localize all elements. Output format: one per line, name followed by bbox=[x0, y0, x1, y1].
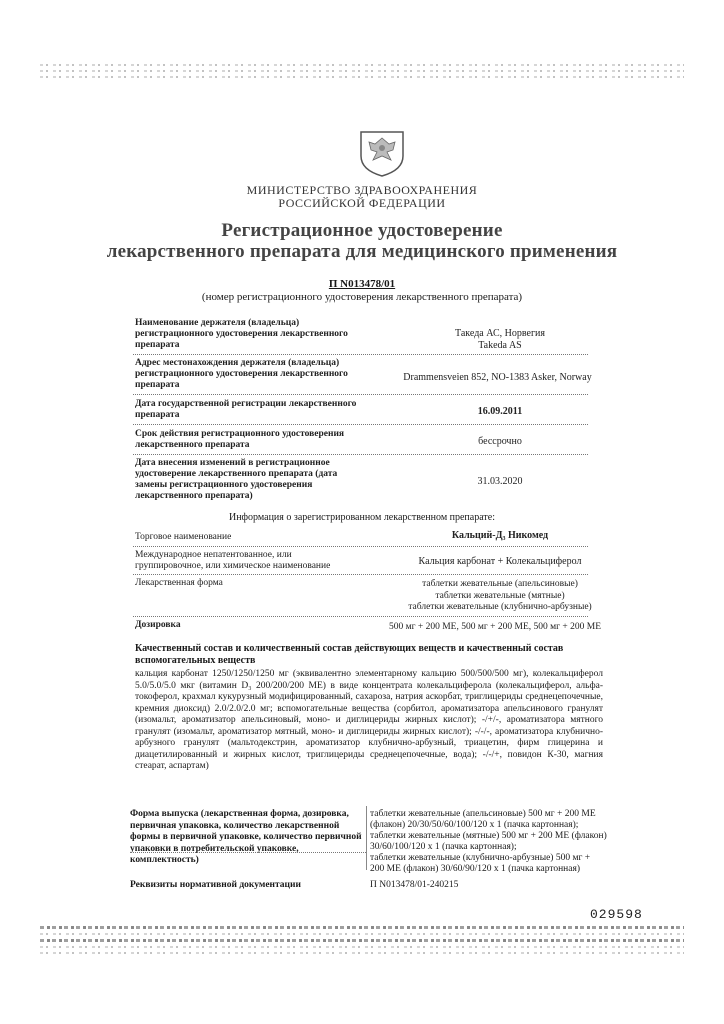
divider bbox=[133, 574, 588, 575]
registration-date-label: Дата государственной регистрации лекарственного препарата bbox=[135, 399, 357, 420]
normative-doc-label: Реквизиты нормативной документации bbox=[130, 880, 301, 890]
registration-date-value: 16.09.2011 bbox=[477, 406, 523, 417]
scan-noise-top bbox=[40, 60, 684, 90]
holder-address-value: Drammensveien 852, NO-1383 Asker, Norway bbox=[403, 372, 592, 383]
divider bbox=[133, 616, 588, 617]
dosage-value: 500 мг + 200 МЕ, 500 мг + 200 МЕ, 500 мг + 200 МЕ bbox=[388, 622, 602, 632]
registration-number: П N013478/01 bbox=[328, 278, 396, 290]
trade-name-label: Торговое наименование bbox=[135, 532, 232, 542]
ministry-name-line2: РОССИЙСКОЙ ФЕДЕРАЦИИ bbox=[278, 196, 446, 210]
scan-noise-bottom bbox=[40, 922, 684, 982]
ministry-name-line1: МИНИСТЕРСТВО ЗДРАВООХРАНЕНИЯ bbox=[246, 183, 478, 197]
inn-label: Международное непатентованное, или группировочное, или химическое наименование bbox=[135, 550, 331, 571]
validity-label: Срок действия регистрационного удостоверения лекарственного препарата bbox=[135, 429, 345, 450]
release-form-label: Форма выпуска (лекарственная форма, дозировка, первичная упаковка, количество лекарственной формы в первичной упаковке, количество первичной упаковки в потребительской упаковке, комплектность) bbox=[130, 809, 362, 865]
release-form-line6: 200 МЕ (флакон) 30/60/90/120 x 1 (пачка картонная) bbox=[370, 864, 581, 874]
release-form-line1: таблетки жевательные (апельсиновые) 500 мг + 200 МЕ bbox=[370, 809, 596, 819]
column-divider bbox=[366, 806, 367, 870]
holder-name-value-ru: Такеда АС, Норвегия bbox=[454, 328, 545, 339]
release-form-line2: (флакон) 20/30/50/60/100/120 x 1 (пачка картонная); bbox=[370, 820, 579, 830]
inn-value: Кальция карбонат + Колекальциферол bbox=[418, 556, 582, 567]
divider bbox=[130, 852, 366, 853]
dosage-form-label: Лекарственная форма bbox=[135, 578, 223, 588]
coat-of-arms-icon bbox=[355, 128, 409, 178]
divider bbox=[133, 454, 588, 455]
dosage-form-line3: таблетки жевательные (клубнично-арбузные) bbox=[408, 602, 592, 612]
holder-address-label: Адрес местонахождения держателя (владельца) регистрационного удостоверения лекарственного препарата bbox=[135, 358, 348, 390]
holder-name-label: Наименование держателя (владельца) регистрационного удостоверения лекарственного препарата bbox=[135, 318, 348, 350]
composition-heading: Качественный состав и количественный состав действующих веществ и качественный состав вспомогательных веществ bbox=[135, 643, 564, 666]
serial-number: 029598 bbox=[590, 907, 643, 922]
change-date-label: Дата внесения изменений в регистрационное удостоверение лекарственного препарата (дата замены регистрационного удостоверения лекарственного препарата) bbox=[135, 458, 338, 501]
composition-text: кальция карбонат 1250/1250/1250 мг (эквивалентно элементарному кальцию 500/500/500 мг), колекальциферол 5.0/5.0/5.0 мкг (витамин D₃ 200/200/200 МЕ) в виде концентрата колекальциферола (колекальциферол, альфа-токоферол, крахмал кукурузный модифицированный, сахароза, натрия аскорбат, триглицериды среднецепочечные, кремния диоксид) 2.0/2.0/2.0 мг; вспомогательные вещества (сорбитол, ароматизатора апельсинового гранулят (изомальт, ароматизатор апельсиновый, моно- и диглицериды жирных кислот); -/+/-, ароматизатора мятного гранулят (изомальт, ароматизатор мятный, моно- и диглицериды жирных кислот); -/-/-, ароматизатора клубнично-арбузного гранулят (мальтодекстрин, ароматизатор клубнично-арбузный, триацетин, фирм глицерина и диацетилированный и жирных кислот, триглицериды среднецепочечные, вода); -/-/+, повидон К-30, магния стеарат, аспартам) bbox=[135, 669, 603, 771]
dosage-label: Дозировка bbox=[135, 620, 181, 630]
normative-doc-value: П N013478/01-240215 bbox=[370, 880, 459, 890]
divider bbox=[133, 424, 588, 425]
divider bbox=[133, 394, 588, 395]
info-heading: Информация о зарегистрированном лекарственном препарате: bbox=[228, 512, 495, 523]
dosage-form-line1: таблетки жевательные (апельсиновые) bbox=[422, 579, 578, 589]
divider bbox=[133, 354, 588, 355]
registration-number-caption: (номер регистрационного удостоверения лекарственного препарата) bbox=[201, 291, 523, 303]
dosage-form-line2: таблетки жевательные (мятные) bbox=[435, 591, 565, 601]
holder-name-value-en: Takeda AS bbox=[478, 340, 522, 351]
validity-value: бессрочно bbox=[478, 436, 522, 447]
release-form-line4: 30/60/100/120 x 1 (пачка картонная); bbox=[370, 842, 517, 852]
change-date-value: 31.03.2020 bbox=[477, 476, 523, 487]
divider bbox=[133, 546, 588, 547]
trade-name-value: Кальций-Д₃ Никомед bbox=[451, 530, 549, 541]
release-form-line3: таблетки жевательные (мятные) 500 мг + 200 МЕ (флакон) bbox=[370, 831, 607, 841]
document-title-line2: лекарственного препарата для медицинского применения bbox=[106, 241, 618, 262]
release-form-line5: таблетки жевательные (клубнично-арбузные) 500 мг + bbox=[370, 853, 591, 863]
document-title-line1: Регистрационное удостоверение bbox=[221, 220, 503, 241]
